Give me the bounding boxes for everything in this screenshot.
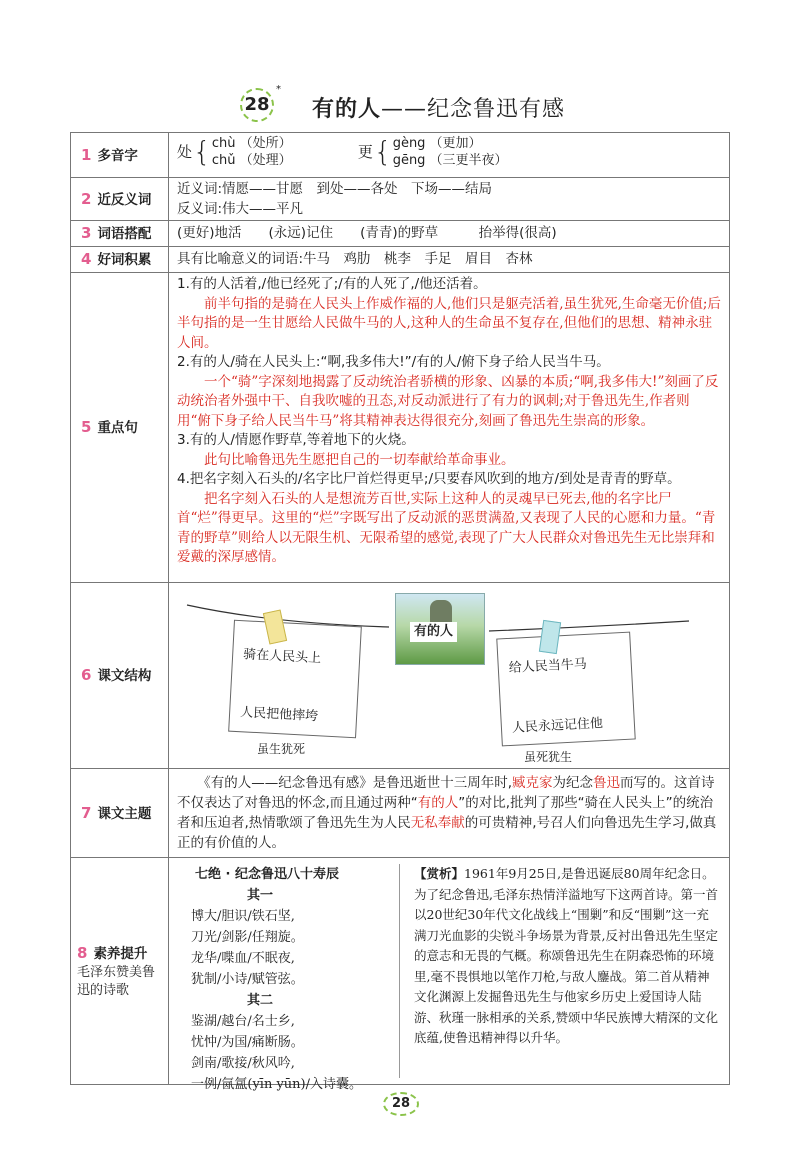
title-sub: ——纪念鲁迅有感 (381, 97, 566, 122)
row-label (71, 769, 169, 858)
lesson-table (70, 132, 730, 1092)
reading: chù （处所） (211, 136, 292, 151)
sentence-note: 此句比喻鲁迅先生愿把自己的一切奉献给革命事业。 (177, 451, 515, 468)
row-synonyms (71, 178, 730, 221)
key-sentence: 4.把名字刻入石头的/名字比尸首烂得更早;/只要春风吹到的地方/到处是青青的野草。 (177, 471, 681, 487)
row-title: 好词积累 (97, 252, 152, 268)
key-sentence: 2.有的人/骑在人民头上:“啊,我多伟大!”/有的人/俯下身子给人民当牛马。 (177, 354, 610, 370)
row-title: 课文结构 (97, 668, 152, 684)
lesson-number-badge: 28 (240, 88, 274, 122)
poem-title: 七绝 · 纪念鲁迅八十寿辰 (195, 867, 339, 882)
row-label (71, 178, 169, 221)
reading: chǔ （处理） (211, 153, 292, 168)
row-title: 词语搭配 (97, 226, 152, 242)
poem-line: 犹制/小诗/赋管弦。 (191, 972, 304, 987)
row-number: 1 (81, 145, 92, 164)
theme-part: 而写的。这首诗不仅表达了对鲁迅的怀念,而且通过两种“ (177, 775, 715, 811)
row-title: 课文主题 (97, 805, 152, 822)
theme-part: 为纪念 (552, 775, 594, 791)
row-literacy (71, 858, 730, 1085)
structure-diagram (169, 583, 730, 769)
theme-text (169, 769, 730, 858)
row-number: 5 (81, 418, 92, 436)
key-sentence: 1.有的人活着,/他已经死了;/有的人死了,/他还活着。 (177, 276, 487, 292)
sentence-note: 一个“骑”字深刻地揭露了反动统治者骄横的形象、凶暴的本质;“啊,我多伟大!”刻画了反动统治者外强中干、自我吹嘘的丑态,对反动派进行了有力的讽刺;对于鲁迅先生,作者则用“俯下身子给人民当牛马”将其精神表达得很充分,刻画了鲁迅先生崇高的形象。 (177, 373, 719, 429)
theme-highlight: 无私奉献 (410, 815, 465, 831)
appreciation (400, 858, 729, 1084)
poem-line: 刀光/剑影/任翔旋。 (191, 930, 304, 945)
page-number: 28 (383, 1092, 419, 1116)
row-content (169, 178, 730, 221)
row-number: 8 (77, 943, 88, 962)
row-collocation (71, 221, 730, 247)
row-content: (更好)地活 (永远)记住 (青青)的野草 抬举得(很高) (169, 221, 730, 247)
left-bottom-text: 人民把他摔垮 (239, 705, 319, 725)
right-caption: 虽死犹生 (524, 750, 573, 764)
row-label (71, 583, 169, 769)
theme-highlight: 臧克家 (512, 775, 553, 791)
theme-part: 《有的人——纪念鲁迅有感》是鲁迅逝世十三周年时, (177, 775, 513, 791)
row-label (71, 247, 169, 273)
row-good-words (71, 247, 730, 273)
row-label (71, 858, 169, 1085)
polyphonic-char: 处 (177, 142, 193, 161)
row-theme (71, 769, 730, 858)
synonyms-line: 近义词:情愿——甘愿 到处——各处 下场——结局 (177, 181, 493, 197)
row-content: 具有比喻意义的词语:牛马 鸡肋 桃李 手足 眉目 杏林 (169, 247, 730, 273)
literacy-content (169, 858, 730, 1092)
right-card (496, 632, 635, 747)
title-main: 有的人 (312, 97, 382, 122)
lesson-header (0, 84, 800, 128)
left-card (228, 620, 362, 739)
star-mark: * (276, 84, 281, 95)
row-label (71, 273, 169, 583)
theme-highlight: 有的人 (417, 795, 459, 811)
sentence-note: 前半句指的是骑在人民头上作威作福的人,他们只是躯壳活着,虽生犹死,生命毫无价值;后半句指的是一生甘愿给人民做牛马的人,这种人的生命虽不复存在,但他们的思想、精神永驻人间。 (177, 295, 721, 351)
theme-part: 的可贵精神,号召人们向鲁迅先生学习,做真正的有价值的人。 (177, 815, 717, 851)
poem (169, 858, 399, 1092)
poem-line: 博大/胆识/铁石坚, (191, 909, 295, 924)
row-content (169, 133, 730, 178)
row-content (169, 273, 730, 583)
poem-line: 龙华/喋血/不眠夜, (191, 951, 295, 966)
polyphonic-char: 更 (357, 142, 373, 161)
row-title: 多音字 (97, 147, 138, 164)
reading: gēng （三更半夜） (392, 153, 508, 168)
appreciation-text: 1961年9月25日,是鲁迅诞辰80周年纪念日。为了纪念鲁迅,毛泽东热情洋溢地写下这两首诗。第一首以20世纪30年代文化战线上“围剿”和反“围剿”这一充满刀光血影的尖锐斗争场景为背景,反衬出鲁迅先生坚定的意志和无畏的气概。称颂鲁迅先生在阴森恐怖的环境里,毫不畏惧地以笔作刀枪,与敌人鏖战。第二首从精神文化渊源上发掘鲁迅先生与他家乡历史上爱国诗人陆游、秋瑾一脉相承的关系,赞颂中华民族博大精深的文化底蕴,使鲁迅精神得以升华。 (414, 866, 718, 1045)
theme-part: ”的对比,批判了那些“骑在人民头上”的统治者和压迫者,热情歌颂了鲁迅先生为人民 (177, 795, 714, 831)
reading: gèng （更加） (392, 136, 482, 151)
left-caption: 虽生犹死 (257, 742, 306, 756)
row-label (71, 133, 169, 178)
row-title: 近反义词 (97, 191, 152, 208)
sentence-note: 把名字刻入石头的人是想流芳百世,实际上这种人的灵魂早已死去,他的名字比尸首“烂”得更早。这里的“烂”字既写出了反动派的恶贯满盈,又表现了人民的心愿和力量。“青青的野草”则给人以无限生机、无限希望的感觉,表现了广大人民群众对鲁迅先生无比崇拜和爱戴的深厚感情。 (177, 490, 716, 565)
row-label (71, 221, 169, 247)
center-label: 有的人 (410, 622, 457, 642)
row-title: 素养提升 (93, 945, 148, 962)
antonyms-line: 反义词:伟大——平凡 (177, 201, 304, 217)
brace-icon: { (193, 135, 211, 168)
poem-line: 剑南/歌接/秋风吟, (191, 1056, 295, 1071)
right-bottom-text: 人民永远记住他 (511, 716, 604, 736)
right-top-text: 给人民当牛马 (508, 656, 588, 676)
row-number: 3 (81, 224, 92, 242)
appreciation-tag: 【赏析】 (414, 866, 465, 881)
row-number: 6 (81, 666, 92, 684)
left-top-text: 骑在人民头上 (242, 647, 322, 667)
row-structure (71, 583, 730, 769)
row-polyphonic (71, 133, 730, 178)
key-sentence: 3.有的人/情愿作野草,等着地下的火烧。 (177, 432, 415, 448)
row-number: 7 (81, 803, 92, 822)
row-number: 2 (81, 189, 92, 208)
poem-line: 忧忡/为国/痛断肠。 (191, 1035, 304, 1050)
center-image (395, 593, 485, 665)
poem-part: 其一 (247, 888, 274, 903)
poem-line: 一例/氤氲(yīn yūn)/入诗囊。 (191, 1077, 362, 1092)
poem-line: 鉴湖/越台/名士乡, (191, 1014, 295, 1029)
brace-icon: { (373, 135, 392, 168)
row-number: 4 (81, 250, 92, 268)
row-subtitle: 毛泽东赞美鲁迅的诗歌 (77, 964, 156, 998)
poem-part: 其二 (247, 993, 274, 1008)
lesson-title (312, 92, 565, 123)
theme-highlight: 鲁迅 (593, 775, 621, 791)
row-key-sentences (71, 273, 730, 583)
row-title: 重点句 (97, 420, 138, 436)
